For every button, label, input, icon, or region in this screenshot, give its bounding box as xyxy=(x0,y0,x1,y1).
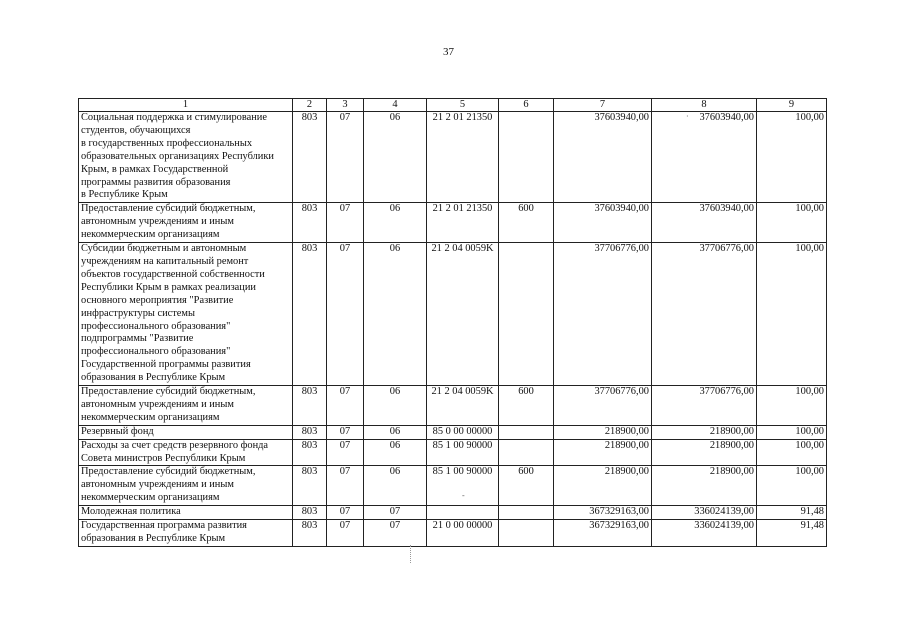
description-line: программы развития образования xyxy=(81,176,231,188)
target-article-code: 21 2 01 21350 xyxy=(427,203,499,243)
description-line: основного мероприятия "Развитие xyxy=(81,294,234,306)
column-header: 6 xyxy=(499,99,554,112)
section-code: 07 xyxy=(327,520,364,547)
expense-type-code xyxy=(499,520,554,547)
planned-amount: 218900,00 xyxy=(554,439,652,466)
description-line: инфраструктуры системы xyxy=(81,307,195,319)
execution-percent: 100,00 xyxy=(757,243,827,386)
row-description xyxy=(79,506,293,520)
description-line: Совета министров Республики Крым xyxy=(81,452,246,464)
execution-percent: 100,00 xyxy=(757,466,827,506)
section-code: 07 xyxy=(327,506,364,520)
description-line: автономным учреждениям и иным xyxy=(81,398,234,410)
description-line: в государственных профессиональных xyxy=(81,137,253,149)
executed-amount: 37603940,00 xyxy=(652,203,757,243)
table-body xyxy=(79,112,827,547)
subsection-code: 06 xyxy=(364,386,427,426)
execution-percent: 100,00 xyxy=(757,203,827,243)
ministry-code: 803 xyxy=(293,203,327,243)
ministry-code: 803 xyxy=(293,466,327,506)
executed-amount: 37603940,00 xyxy=(652,112,757,203)
section-code: 07 xyxy=(327,439,364,466)
execution-percent: 91,48 xyxy=(757,520,827,547)
description-line: Расходы за счет средств резервного фонда xyxy=(81,439,269,451)
section-code: 07 xyxy=(327,425,364,439)
executed-amount: 336024139,00 xyxy=(652,506,757,520)
section-code: 07 xyxy=(327,203,364,243)
ministry-code: 803 xyxy=(293,506,327,520)
ministry-code: 803 xyxy=(293,439,327,466)
column-header: 2 xyxy=(293,99,327,112)
row-description xyxy=(79,386,293,426)
table-row xyxy=(79,466,827,506)
column-header: 1 xyxy=(79,99,293,112)
executed-amount: 37706776,00 xyxy=(652,243,757,386)
execution-percent: 100,00 xyxy=(757,112,827,203)
table-row xyxy=(79,520,827,547)
planned-amount: 37603940,00 xyxy=(554,112,652,203)
column-header: 8 xyxy=(652,99,757,112)
execution-percent: 100,00 xyxy=(757,425,827,439)
section-code: 07 xyxy=(327,112,364,203)
expense-type-code: 600 xyxy=(499,386,554,426)
description-line: Государственной программы развития xyxy=(81,359,251,371)
description-line: Республики Крым в рамках реализации xyxy=(81,281,256,293)
description-line: профессионального образования" xyxy=(81,320,231,332)
description-line: автономным учреждениям и иным xyxy=(81,216,234,228)
description-line: Молодежная политика xyxy=(81,506,181,518)
description-line: Государственная программа развития xyxy=(81,520,247,532)
target-article-code: 21 0 00 00000 xyxy=(427,520,499,547)
description-line: профессионального образования" xyxy=(81,346,231,358)
scan-artifact xyxy=(410,545,412,563)
description-line: подпрограммы "Развитие xyxy=(81,333,194,345)
column-header: 4 xyxy=(364,99,427,112)
description-line: Резервный фонд xyxy=(81,425,154,437)
table-row xyxy=(79,439,827,466)
subsection-code: 06 xyxy=(364,112,427,203)
description-line: Субсидии бюджетным и автономным xyxy=(81,243,247,255)
section-code: 07 xyxy=(327,243,364,386)
description-line: учреждениям на капитальный ремонт xyxy=(81,255,249,267)
table-row xyxy=(79,112,827,203)
expense-type-code xyxy=(499,425,554,439)
section-code: 07 xyxy=(327,386,364,426)
description-line: образования в Республике Крым xyxy=(81,372,226,384)
executed-amount: 218900,00 xyxy=(652,466,757,506)
description-line: студентов, обучающихся xyxy=(81,124,191,136)
expense-type-code xyxy=(499,243,554,386)
column-header: 9 xyxy=(757,99,827,112)
row-description xyxy=(79,520,293,547)
subsection-code: 06 xyxy=(364,243,427,386)
scan-speck: - xyxy=(462,491,465,500)
subsection-code: 06 xyxy=(364,439,427,466)
planned-amount: 367329163,00 xyxy=(554,506,652,520)
description-line: Предоставление субсидий бюджетным, xyxy=(81,386,256,398)
subsection-code: 06 xyxy=(364,466,427,506)
expense-type-code: 600 xyxy=(499,203,554,243)
row-description xyxy=(79,425,293,439)
row-description xyxy=(79,439,293,466)
target-article-code: 21 2 04 0059K xyxy=(427,386,499,426)
description-line: Социальная поддержка и стимулирование xyxy=(81,112,267,123)
description-line: образования в Республике Крым xyxy=(81,533,226,544)
planned-amount: 218900,00 xyxy=(554,425,652,439)
ministry-code: 803 xyxy=(293,425,327,439)
description-line: Предоставление субсидий бюджетным, xyxy=(81,203,256,215)
table-row xyxy=(79,425,827,439)
target-article-code: 85 0 00 00000 xyxy=(427,425,499,439)
description-line: Предоставление субсидий бюджетным, xyxy=(81,466,256,478)
planned-amount: 218900,00 xyxy=(554,466,652,506)
description-line: некоммерческим организациям xyxy=(81,411,220,423)
description-line: образовательных организациях Республики xyxy=(81,150,274,162)
subsection-code: 07 xyxy=(364,506,427,520)
column-header: 3 xyxy=(327,99,364,112)
target-article-code: 85 1 00 90000 xyxy=(427,466,499,506)
description-line: Крым, в рамках Государственной xyxy=(81,163,229,175)
execution-percent: 100,00 xyxy=(757,439,827,466)
column-header: 7 xyxy=(554,99,652,112)
execution-percent: 91,48 xyxy=(757,506,827,520)
ministry-code: 803 xyxy=(293,386,327,426)
planned-amount: 367329163,00 xyxy=(554,520,652,547)
description-line: некоммерческим организациям xyxy=(81,229,220,241)
column-header: 5 xyxy=(427,99,499,112)
executed-amount: 336024139,00 xyxy=(652,520,757,547)
target-article-code: 85 1 00 90000 xyxy=(427,439,499,466)
ministry-code: 803 xyxy=(293,520,327,547)
description-line: автономным учреждениям и иным xyxy=(81,479,234,491)
table-row xyxy=(79,506,827,520)
target-article-code: 21 2 01 21350 xyxy=(427,112,499,203)
description-line: некоммерческим организациям xyxy=(81,492,220,504)
target-article-code xyxy=(427,506,499,520)
table-header-row xyxy=(79,99,827,112)
row-description xyxy=(79,203,293,243)
row-description xyxy=(79,243,293,386)
ministry-code: 803 xyxy=(293,112,327,203)
subsection-code: 06 xyxy=(364,425,427,439)
ministry-code: 803 xyxy=(293,243,327,386)
executed-amount: 37706776,00 xyxy=(652,386,757,426)
subsection-code: 07 xyxy=(364,520,427,547)
description-line: в Республике Крым xyxy=(81,189,168,201)
expense-type-code: 600 xyxy=(499,466,554,506)
scan-speck: · xyxy=(686,112,689,121)
planned-amount: 37603940,00 xyxy=(554,203,652,243)
executed-amount: 218900,00 xyxy=(652,439,757,466)
planned-amount: 37706776,00 xyxy=(554,386,652,426)
budget-table xyxy=(78,98,827,547)
row-description xyxy=(79,112,293,203)
expense-type-code xyxy=(499,112,554,203)
execution-percent: 100,00 xyxy=(757,386,827,426)
table-row xyxy=(79,386,827,426)
executed-amount: 218900,00 xyxy=(652,425,757,439)
table-row xyxy=(79,243,827,386)
target-article-code: 21 2 04 0059K xyxy=(427,243,499,386)
page-number: 37 xyxy=(443,46,454,58)
subsection-code: 06 xyxy=(364,203,427,243)
description-line: объектов государственной собственности xyxy=(81,268,265,280)
planned-amount: 37706776,00 xyxy=(554,243,652,386)
expense-type-code xyxy=(499,439,554,466)
row-description xyxy=(79,466,293,506)
section-code: 07 xyxy=(327,466,364,506)
expense-type-code xyxy=(499,506,554,520)
table-row xyxy=(79,203,827,243)
